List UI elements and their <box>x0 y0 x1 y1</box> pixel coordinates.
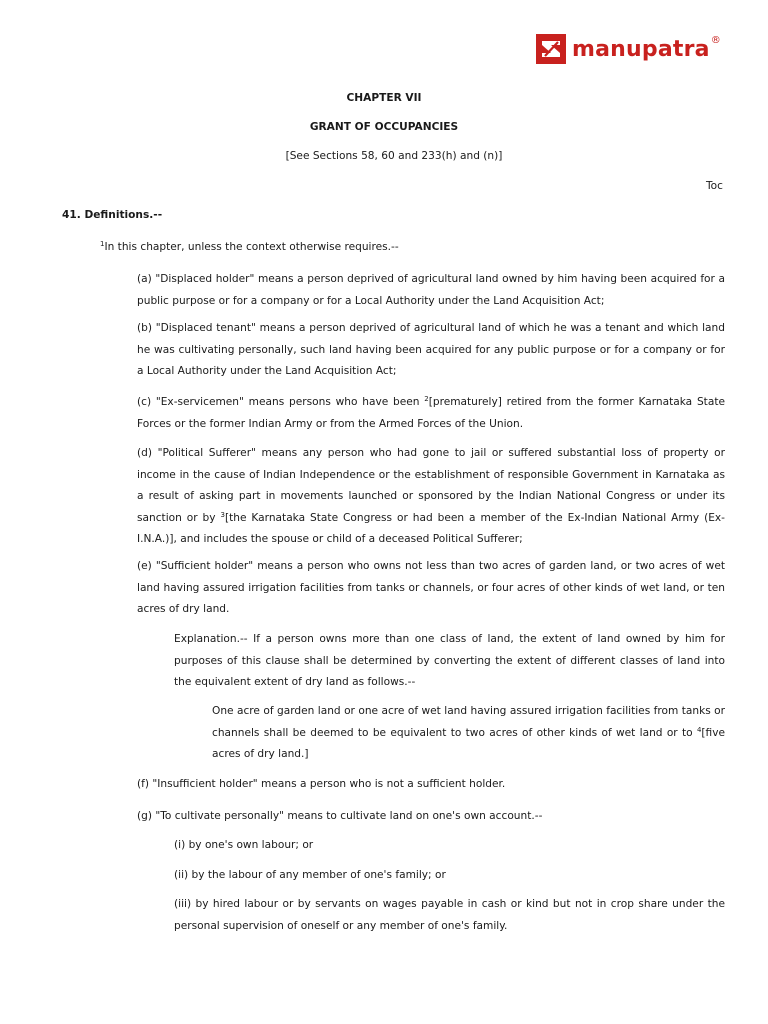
section-heading: 41. Definitions.-- <box>62 209 163 221</box>
clause-g: (g) "To cultivate personally" means to cultivate land on one's own account.-- <box>137 810 543 822</box>
footnote-ref-1[interactable]: 1 <box>100 240 105 248</box>
explanation-paragraph: Explanation.-- If a person owns more than one class of land, the extent of land owned by him for purposes of this clause shall be determined by converting the extent of different classes of land into the equivalent extent of dry land as follows.-- <box>174 633 725 688</box>
clause-f: (f) "Insufficient holder" means a person who is not a sufficient holder. <box>137 778 506 790</box>
footnote-ref-3[interactable]: 3 <box>220 510 225 519</box>
equivalence-paragraph: One acre of garden land or one acre of wet land having assured irrigation facilities from tanks or channels shall be deemed to be equivalent to two acres of other kinds of wet land or to $^4$[five acres of dry land.] <box>212 705 725 760</box>
intro-paragraph <box>100 237 725 259</box>
sections-reference: [See Sections 58, 60 and 233(h) and (n)] <box>285 150 503 162</box>
sub-clause-i: (i) by one's own labour; or <box>174 839 314 851</box>
clause-e: (e) "Sufficient holder" means a person who owns not less than two acres of garden land, or two acres of wet land having assured irrigation facilities from tanks or channels, or four acres of other kinds of wet land, or ten acres of dry land. <box>137 560 725 615</box>
chapter-label: CHAPTER VII <box>346 92 422 104</box>
logo-registered-mark: ® <box>710 34 721 46</box>
intro-text: In this chapter, unless the context otherwise requires.-- <box>104 241 399 253</box>
clause-a: (a) "Displaced holder" means a person deprived of agricultural land owned by him having been acquired for a public purpose or for a company or for a Local Authority under the Land Acquisition Act; <box>137 273 725 307</box>
chapter-title: GRANT OF OCCUPANCIES <box>309 121 459 133</box>
clause-c: (c) "Ex-servicemen" means persons who have been $^2$[prematurely] retired from the former Karnataka State Forces or the former Indian Army or from the Armed Forces of the Union. <box>137 395 725 430</box>
sub-clause-iii: (iii) by hired labour or by servants on wages payable in cash or kind but not in crop share under the personal supervision of oneself or any member of one's family. <box>174 898 725 932</box>
manupatra-logo <box>536 34 721 64</box>
sub-clause-ii: (ii) by the labour of any member of one's family; or <box>174 869 446 881</box>
clause-b: (b) "Displaced tenant" means a person deprived of agricultural land of which he was a tenant and which land he was cultivating personally, such land having been acquired for any public purpose or for a company or for a Local Authority under the Land Acquisition Act; <box>137 322 725 377</box>
logo-text: manupatra <box>572 36 710 62</box>
clause-d: (d) "Political Sufferer" means any person who had gone to jail or suffered substantial loss of property or income in the cause of Indian Independence or the establishment of responsible Government in Karnataka as a result of asking part in movements launched or sponsored by the Indian National Congress or under its sanction or by $^3$[the Karnataka State Congress or had been a member of the Ex-Indian National Army (Ex-I.N.A.)], and includes the spouse or child of a deceased Political Sufferer; <box>137 447 725 545</box>
toc-link[interactable]: Toc <box>706 180 723 192</box>
logo-mark-icon <box>536 34 566 64</box>
footnote-ref-2[interactable]: 2 <box>424 395 429 403</box>
footnote-ref-4[interactable]: 4 <box>696 725 702 734</box>
